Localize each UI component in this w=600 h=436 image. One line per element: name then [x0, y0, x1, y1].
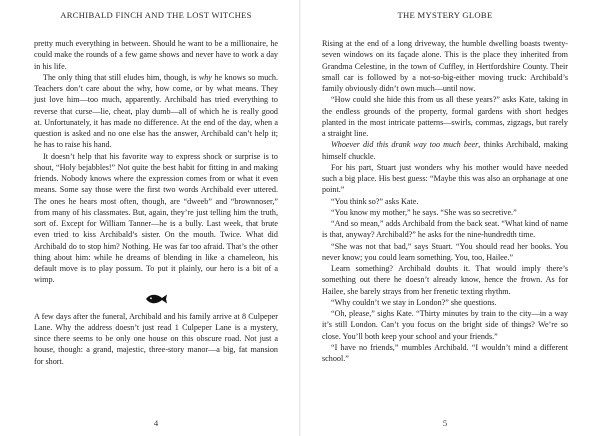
left-paragraph-1: pretty much everything in between. Should he want to be a millionaire, he could make the rounds of a few game shows and never have to work a day in his life.: [34, 39, 278, 71]
right-page: [322, 0, 568, 436]
right-paragraph-11: “Oh, please,” sighs Kate. “Thirty minutes by train to the city—in a way it’s still London. Can’t you focus on the bright side of things? We’re so close. You’ll both keep your school and your friends.”: [322, 309, 568, 341]
book-gutter: [299, 0, 301, 436]
right-paragraph-2: “How could she hide this from us all these years?” asks Kate, taking in the endless grounds of the property, formal gardens with short hedges planted in the most intricate patterns—swirls, commas, zigzags, but rarely a straight line.: [322, 95, 568, 138]
right-paragraph-9: Learn something? Archibald doubts it. That would imply there’s something out there he doesn’t already know, hence the frown. As for Hailee, she barely strays from her frenetic texting rhythm.: [322, 264, 568, 296]
right-paragraph-8: “She was not that bad,” says Stuart. “You should read her books. You never know; you could learn something. You, too, Hailee.”: [322, 241, 568, 262]
right-paragraph-6: “You know my mother,” he says. “She was so secretive.”: [331, 207, 517, 217]
right-paragraph-10: “Why couldn’t we stay in London?” she questions.: [331, 297, 497, 307]
left-page-number: 4: [153, 418, 159, 428]
left-paragraph-2: The only thing that still eludes him, though, is why he knows so much. Teachers don’t care about the why, how come, or by what means. They just love him—too much, apparently. Archibald has tried everything to reverse that curse—lie, cheat, play dumb—all of which he is really good at. Unfortunately, it has made no difference. At the end of the day, when a question is asked and no one else has the answer, Archibald can’t help it; he has to raise his hand.: [34, 72, 278, 150]
right-page-text: [322, 38, 568, 364]
left-page: [34, 0, 278, 436]
left-running-head: ARCHIBALD FINCH AND THE LOST WITCHES: [60, 10, 252, 20]
right-paragraph-12: “I have no friends,” mumbles Archibald. “I wouldn’t mind a different school.”: [322, 342, 568, 363]
right-paragraph-3: Whoever did this drank way too much beer, thinks Archibald, making himself chuckle.: [322, 140, 568, 161]
left-page-text: [34, 38, 278, 367]
right-page-number: 5: [442, 418, 448, 428]
right-paragraph-5: “You think so?” asks Kate.: [331, 196, 419, 206]
right-paragraph-1: Rising at the end of a long driveway, the humble dwelling boasts twenty-seven windows on its façade alone. This is the place they inherited from Grandma Celestine, in the town of Cuffley, in Hertfordshire County. Their small car is followed by a not-so-big-either moving truck: Archibald’s family obviously didn’t own much—until now.: [322, 39, 568, 93]
left-paragraph-4: A few days after the funeral, Archibald and his family arrive at 8 Culpeper Lane. Why the address doesn’t just read 1 Culpeper Lane is a mystery, since there seems to be only one house on this obscure road. Not just a house, though: a grand, majestic, three-story manor—a big, fat mansion for short.: [34, 311, 278, 366]
right-paragraph-4: For his part, Stuart just wonders why his mother would have needed such a big place. His best guess: “Maybe this was also an orphanage at one point.”: [322, 162, 568, 195]
right-paragraph-7: “And so mean,” adds Archibald from the back seat. “What kind of name is that, anyway? Archibald?” he asks for the nine-hundredth time.: [322, 219, 568, 240]
fish-ornament-icon: [143, 291, 169, 307]
right-running-head: THE MYSTERY GLOBE: [397, 10, 493, 20]
left-paragraph-3: It doesn’t help that his favorite way to express shock or surprise is to shout, “Holy bejabbles!” Not quite the best habit for fitting in and making friends. Nobody knows where the expression comes from or what it even means. Some say those were the first two words Archibald ever uttered. The ones he hears most often, though, are “dweeb” and “brownnoser,” from many of his classmates. But, again, they’re just telling him the truth, sort of. Except for William Tanner—he is a bully. Last week, that brute even tried to kiss Archibald’s sister. On the mouth. Twice. What did Archibald do to stop him? Nothing. He was far too afraid. That’s the other thing about him: while he dreams of blending in like a chameleon, his default move is to play possum. To put it plainly, our hero is a bit of a wimp.: [34, 151, 278, 285]
